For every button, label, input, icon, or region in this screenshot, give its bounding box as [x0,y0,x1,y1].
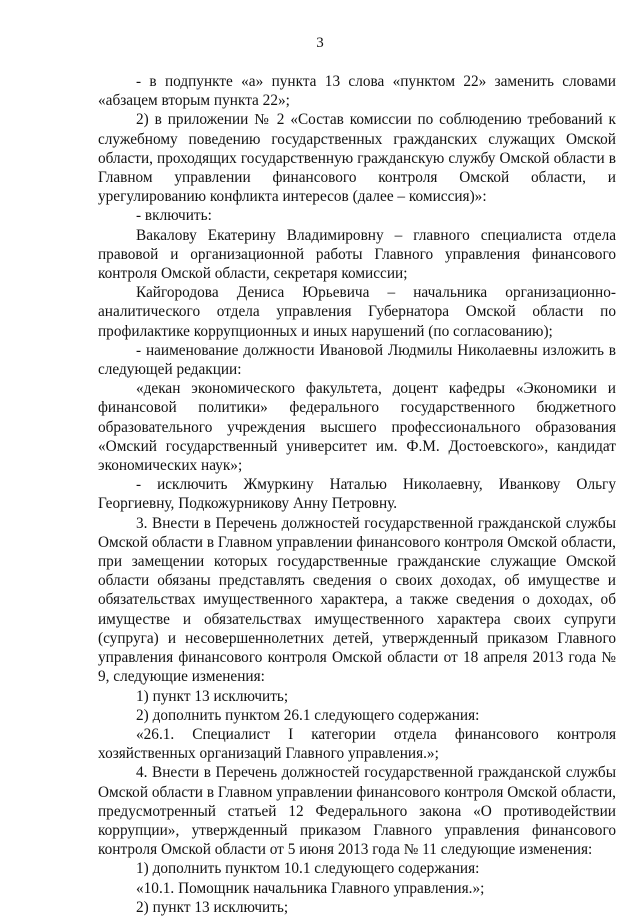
document-body [98,72,616,917]
paragraph: - наименование должности Ивановой Людмилы Николаевны изложить в следующей редакции: [98,341,616,379]
paragraph: «10.1. Помощник начальника Главного управления.»; [136,879,485,897]
paragraph: - в подпункте «а» пункта 13 слова «пунктом 22» заменить словами «абзацем вторым пункта 22»; [98,73,616,110]
paragraph: «декан экономического факультета, доцент кафедры «Экономики и финансовой политики» федерального государственного бюджетного образовательного учреждения высшего профессионального образования «Омский государственный университет им. Ф.М. Достоевского», кандидат экономических наук»; [98,380,616,475]
paragraph: 1) дополнить пунктом 10.1 следующего содержания: [136,860,480,878]
paragraph: 4. Внести в Перечень должностей государственной гражданской службы Омской области в Главном управлении финансового контроля Омской области, предусмотренный статьей 12 Федерального закона «О противодействии коррупции», утвержденный приказом Главного управления финансового контроля Омской области от 5 июня 2013 года № 11 следующие изменения: [98,764,616,859]
paragraph: Кайгородова Дениса Юрьевича – начальника организационно-аналитического отдела управления Губернатора Омской области по профилактике коррупционных и иных нарушений (по согласованию); [98,284,616,340]
paragraph: - исключить Жмуркину Наталью Николаевну, Иванкову Ольгу Георгиевну, Подкожурникову Анну Петровну. [98,476,616,513]
page-number: 3 [316,35,324,51]
paragraph: - включить: [136,207,212,225]
paragraph: 2) дополнить пунктом 26.1 следующего содержания: [136,706,480,724]
paragraph: Вакалову Екатерину Владимировну – главного специалиста отдела правовой и организационной работы Главного управления финансового контроля Омской области, секретаря комиссии; [98,226,616,283]
paragraph: 3. Внести в Перечень должностей государственной гражданской службы Омской области в Главном управлении финансового контроля Омской области, при замещении которых государственные гражданские служащие Омской области обязаны представлять сведения о своих доходах, об имуществе и обязательствах имущественного характера, а также сведения о доходах, об имуществе и обязательствах имущественного характера своих супруги (супруга) и несовершеннолетних детей, утвержденный приказом Главного управления финансового контроля Омской области от 18 апреля 2013 года № 9, следующие изменения: [98,514,616,686]
paragraph: 2) пункт 13 исключить; [136,898,289,916]
paragraph: 1) пункт 13 исключить; [136,687,289,705]
paragraph: «26.1. Специалист I категории отдела финансового контроля хозяйственных организаций Главного управления.»; [98,725,616,763]
paragraph: 2) в приложении № 2 «Состав комиссии по соблюдению требований к служебному поведению государственных гражданских служащих Омской области, проходящих государственную гражданскую службу Омской области в Главном управлении финансового контроля Омской области, и урегулированию конфликта интересов (далее – комиссия)»: [98,111,616,206]
